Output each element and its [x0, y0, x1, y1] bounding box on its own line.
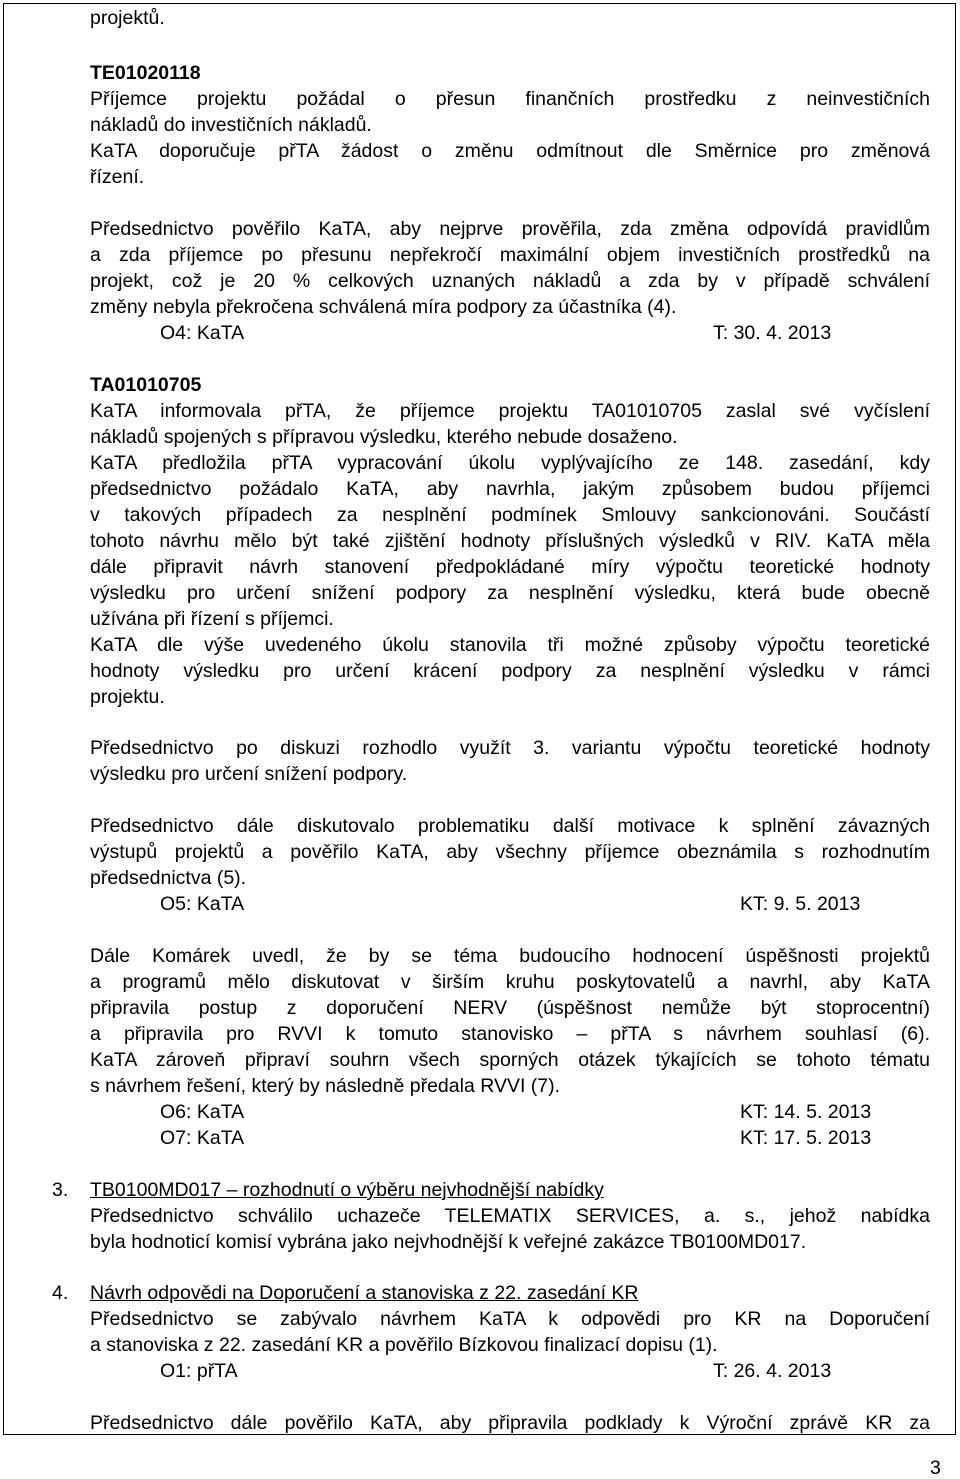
task-label: O7: KaTA — [160, 1127, 245, 1149]
text-line: změny nebyla překročena schválená míra podpory za účastníka (4). — [90, 296, 677, 318]
text-line: Předsednictvo se zabývalo návrhem KaTA k odpovědi pro KR na Doporučení — [90, 1308, 930, 1330]
text-line: Předsednictvo dále pověřilo KaTA, aby připravila podklady k Výroční zprávě KR za — [90, 1412, 930, 1434]
text-line: a připravila pro RVVI k tomuto stanovisko – přTA s návrhem souhlasí (6). — [90, 1023, 930, 1045]
item-heading: TB0100MD017 – rozhodnutí o výběru nejvhodnější nabídky — [90, 1179, 604, 1201]
text-line: KaTA informovala přTA, že příjemce projektu TA01010705 zaslal své vyčíslení — [90, 400, 930, 422]
text-line: KaTA předložila přTA vypracování úkolu vyplývajícího ze 148. zasedání, kdy — [90, 452, 930, 474]
text-line: výsledku pro určení snížení podpory. — [90, 763, 408, 785]
text-line: projektů. — [90, 7, 165, 29]
text-line: KaTA dle výše uvedeného úkolu stanovila tři možné způsoby výpočtu teoretické — [90, 634, 930, 656]
text-line: s návrhem řešení, který by následně předala RVVI (7). — [90, 1075, 561, 1097]
text-line: tohoto návrhu mělo být také zjištění hodnoty příslušných výsledků v RIV. KaTA měla — [90, 530, 930, 552]
text-line: Předsednictvo po diskuzi rozhodlo využít 3. variantu výpočtu teoretické hodnoty — [90, 737, 930, 759]
text-line: a zda příjemce po přesunu nepřekročí maximální objem investičních prostředků na — [90, 244, 930, 266]
task-label: O5: KaTA — [160, 893, 245, 915]
task-label: O4: KaTA — [160, 322, 245, 344]
text-line: Příjemce projektu požádal o přesun finančních prostředku z neinvestičních — [90, 88, 930, 110]
text-line: předsednictvo požádalo KaTA, aby navrhla, jakým způsobem budou příjemci — [90, 478, 930, 500]
text-line: nákladů spojených s přípravou výsledku, kterého nebude dosaženo. — [90, 426, 678, 448]
project-id-te: TE01020118 — [90, 62, 201, 84]
text-line: byla hodnoticí komisí vybrána jako nejvhodnější k veřejné zakázce TB0100MD017. — [90, 1231, 807, 1253]
text-line: v takových případech za nesplnění podmínek Smlouvy sankcionováni. Součástí — [90, 504, 930, 526]
project-id-ta: TA01010705 — [90, 374, 202, 396]
item-number: 4. — [52, 1282, 69, 1304]
item-heading: Návrh odpovědi na Doporučení a stanoviska z 22. zasedání KR — [90, 1282, 639, 1304]
text-line: Předsednictvo pověřilo KaTA, aby nejprve prověřila, zda změna odpovídá pravidlům — [90, 218, 930, 240]
text-line: KaTA doporučuje přTA žádost o změnu odmítnout dle Směrnice pro změnová — [90, 140, 930, 162]
text-line: nákladů do investičních nákladů. — [90, 114, 372, 136]
text-line: připravila postup z doporučení NERV (úspěšnost nemůže být stoprocentní) — [90, 997, 930, 1019]
text-line: výstupů projektů a pověřilo KaTA, aby všechny příjemce obeznámila s rozhodnutím — [90, 841, 930, 863]
text-line: předsednictva (5). — [90, 867, 247, 889]
text-line: dále připravit návrh stanovení předpokládané míry výpočtu teoretické hodnoty — [90, 556, 930, 578]
text-line: projekt, což je 20 % celkových uznaných nákladů a zda by v případě schválení — [90, 270, 930, 292]
text-line: a stanoviska z 22. zasedání KR a pověřilo Bízkovou finalizací dopisu (1). — [90, 1334, 718, 1356]
task-deadline: KT: 9. 5. 2013 — [740, 893, 861, 915]
task-label: O6: KaTA — [160, 1101, 245, 1123]
task-label: O1: přTA — [160, 1360, 238, 1382]
task-deadline: T: 26. 4. 2013 — [713, 1360, 832, 1382]
text-line: Předsednictvo schválilo uchazeče TELEMATIX SERVICES, a. s., jehož nabídka — [90, 1205, 930, 1227]
text-line: a programů mělo diskutovat v širším kruhu poskytovatelů a navrhl, aby KaTA — [90, 971, 930, 993]
text-line: řízení. — [90, 166, 145, 188]
text-line: výsledku pro určení snížení podpory za nesplnění výsledku, která bude obecně — [90, 582, 930, 604]
task-deadline: T: 30. 4. 2013 — [713, 322, 832, 344]
item-number: 3. — [52, 1179, 69, 1201]
page-number: 3 — [930, 1457, 941, 1479]
text-line: Předsednictvo dále diskutovalo problematiku další motivace k splnění závazných — [90, 815, 930, 837]
text-line: projektu. — [90, 686, 165, 708]
text-line: Dále Komárek uvedl, že by se téma budoucího hodnocení úspěšnosti projektů — [90, 945, 930, 967]
text-line: hodnoty výsledku pro určení krácení podpory za nesplnění výsledku v rámci — [90, 660, 930, 682]
task-deadline: KT: 17. 5. 2013 — [740, 1127, 872, 1149]
task-deadline: KT: 14. 5. 2013 — [740, 1101, 872, 1123]
text-line: užívána při řízení s příjemci. — [90, 608, 334, 630]
text-line: KaTA zároveň připraví souhrn všech sporných otázek týkajících se tohoto tématu — [90, 1049, 930, 1071]
